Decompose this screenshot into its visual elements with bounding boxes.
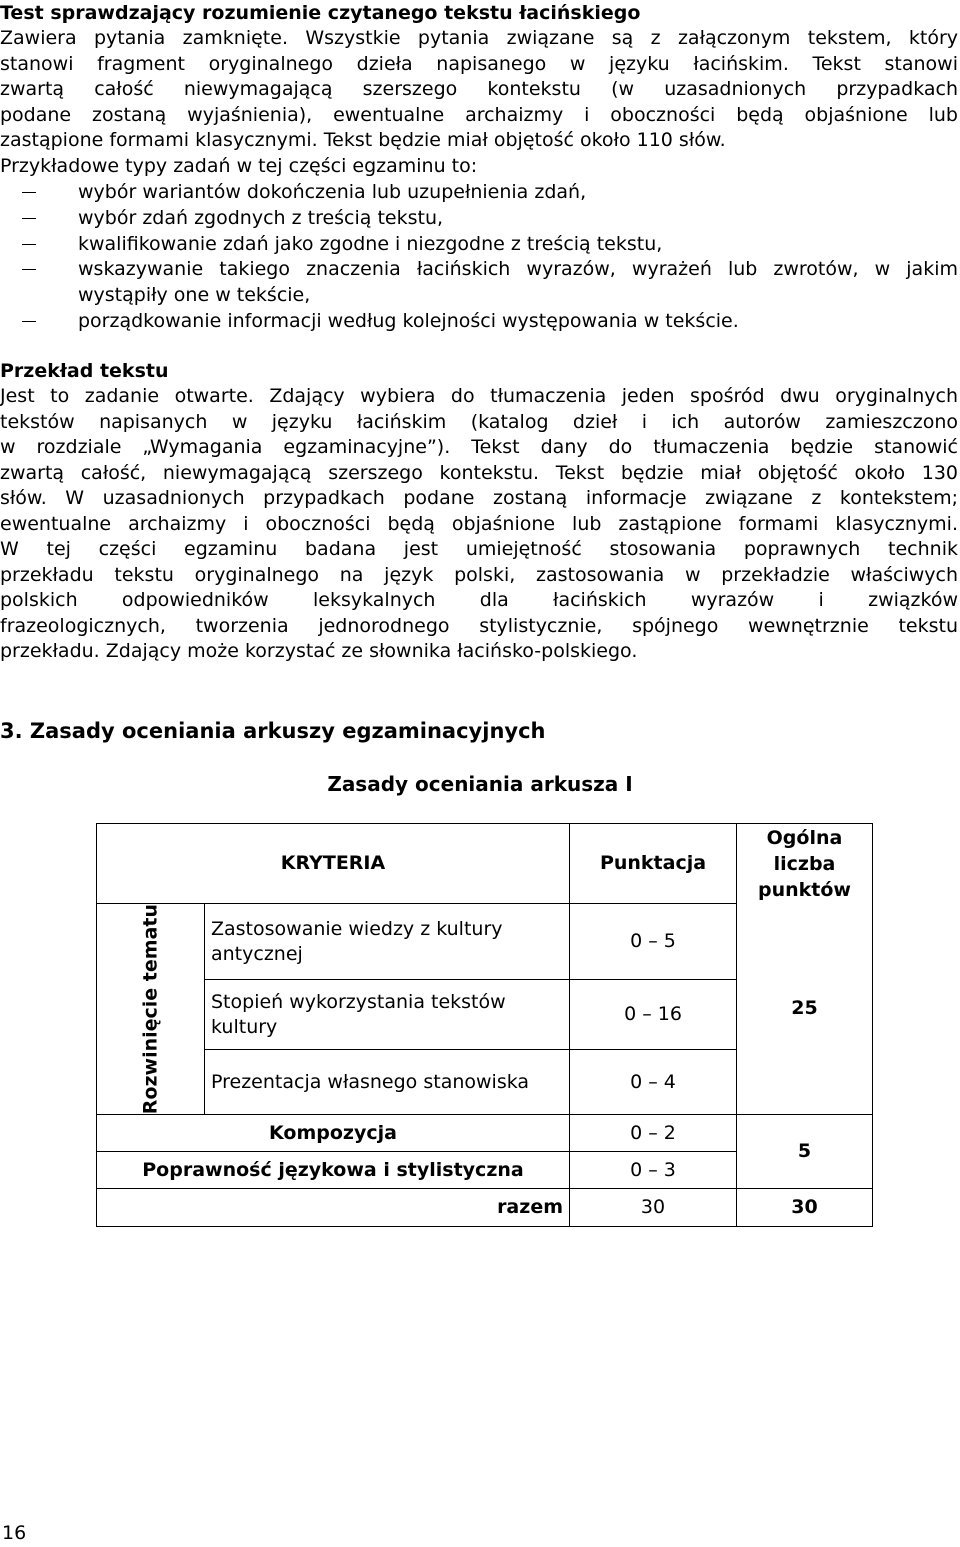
table-heading: Zasady oceniania arkusza I: [327, 772, 633, 796]
criterion-cell: Prezentacja własnego stanowiska: [205, 1050, 570, 1115]
task-types-list: [0, 180, 958, 335]
text-line: Zawiera pytania zamknięte. Wszystkie pytania związane są z załączonym tekstem, który: [0, 27, 958, 49]
text-line: W tej części egzaminu badana jest umiejętność stosowania poprawnych technik: [0, 538, 958, 560]
header-criteria: KRYTERIA: [97, 824, 570, 904]
text-line: w rozdziale „Wymagania egzaminacyjne”). Tekst dany do tłumaczenia będzie stanowić: [0, 436, 958, 458]
text-line: zwartą całość niewymagającą szerszego kontekstu (w uzasadnionych przypadkach: [0, 78, 958, 100]
reading-paragraph: [0, 26, 958, 179]
table-row: [97, 1115, 873, 1152]
section-3-heading: 3. Zasady oceniania arkuszy egzaminacyjnych: [0, 719, 546, 743]
list-item-text: wybór zdań zgodnych z treścią tekstu,: [78, 206, 444, 229]
grading-table: [96, 823, 873, 1227]
text-line: podane zostaną wyjaśnienia), ewentualne archaizmy i oboczności będą objaśnione lub: [0, 103, 958, 126]
list-item: [0, 309, 958, 335]
points-cell: 0 – 16: [570, 980, 737, 1050]
points-cell: 0 – 5: [570, 904, 737, 980]
composition-points: 0 – 2: [570, 1115, 737, 1152]
sum-label: razem: [97, 1189, 570, 1227]
sum-points: 30: [570, 1189, 737, 1227]
text-line: frazeologicznych, tworzenia jednorodnego stylistycznie, spójnego wewnętrznie tekstu: [0, 614, 958, 637]
header-total: Ogólna liczba punktów: [737, 824, 873, 904]
text-line: zastąpione formami klasycznymi. Tekst będzie miał objętość około 110 słów.: [0, 129, 726, 151]
header-points: Punktacja: [570, 824, 737, 904]
criterion-cell: Stopień wykorzystania tekstów kultury: [205, 980, 570, 1050]
page-number: 16: [2, 1522, 27, 1544]
text-line: Jest to zadanie otwarte. Zdający wybiera do tłumaczenia jeden spośród dwu oryginalnych: [0, 385, 958, 407]
section-title-translation: Przekład tekstu: [0, 360, 169, 382]
table-row: [97, 904, 873, 980]
text-line: zwartą całość, niewymagającą szerszego kontekstu. Tekst będzie miał objętość około 130: [0, 461, 958, 484]
dash-bullet: [22, 218, 36, 219]
dash-bullet: [22, 321, 36, 322]
list-item-text: wybór wariantów dokończenia lub uzupełnienia zdań,: [78, 181, 587, 203]
text-line: stanowi fragment oryginalnego dzieła napisanego w języku łacińskim. Tekst stanowi: [0, 52, 958, 75]
text-line: słów. W uzasadnionych przypadkach podane zostaną informacje związane z kontekstem;: [0, 487, 958, 509]
group-label: Rozwinięcie tematu: [97, 904, 205, 1115]
form-total-cell: 5: [737, 1115, 873, 1189]
group-total-cell: 25: [737, 904, 873, 1115]
language-points: 0 – 3: [570, 1152, 737, 1189]
text-line: przekładu tekstu oryginalnego na język polski, zastosowania w przekładzie właściwych: [0, 563, 958, 586]
criterion-cell: Zastosowanie wiedzy z kultury antycznej: [205, 904, 570, 980]
text-line: przekładu. Zdający może korzystać ze słownika łacińsko-polskiego.: [0, 640, 638, 662]
dash-bullet: [22, 192, 36, 193]
text-line: ewentualne archaizmy i oboczności będą objaśnione lub zastąpione formami klasycznymi.: [0, 512, 958, 535]
list-item-text: wskazywanie takiego znaczenia łacińskich wyrazów, wyrażeń lub zwrotów, w jakim wystąpiły one w tekście,: [78, 258, 958, 307]
points-cell: 0 – 4: [570, 1050, 737, 1115]
text-line: polskich odpowiedników leksykalnych dla łacińskich wyrazów i związków: [0, 589, 958, 611]
section-title-reading: Test sprawdzający rozumienie czytanego tekstu łacińskiego: [0, 2, 641, 24]
examples-intro: Przykładowe typy zadań w tej części egzaminu to:: [0, 154, 478, 177]
table-header-row: [97, 824, 873, 904]
table-row: [97, 1189, 873, 1227]
language-label: Poprawność językowa i stylistyczna: [97, 1152, 570, 1189]
list-item: [0, 232, 958, 258]
dash-bullet: [22, 244, 36, 245]
composition-label: Kompozycja: [97, 1115, 570, 1152]
translation-paragraph: [0, 384, 958, 665]
list-item-text: kwalifikowanie zdań jako zgodne i niezgodne z treścią tekstu,: [78, 232, 663, 255]
list-item: [0, 257, 958, 309]
list-item: [0, 180, 958, 206]
text-line: tekstów napisanych w języku łacińskim (katalog dzieł i ich autorów zamieszczono: [0, 410, 958, 433]
dash-bullet: [22, 269, 36, 270]
list-item: [0, 206, 958, 232]
sum-total: 30: [737, 1189, 873, 1227]
list-item-text: porządkowanie informacji według kolejności występowania w tekście.: [78, 309, 739, 332]
